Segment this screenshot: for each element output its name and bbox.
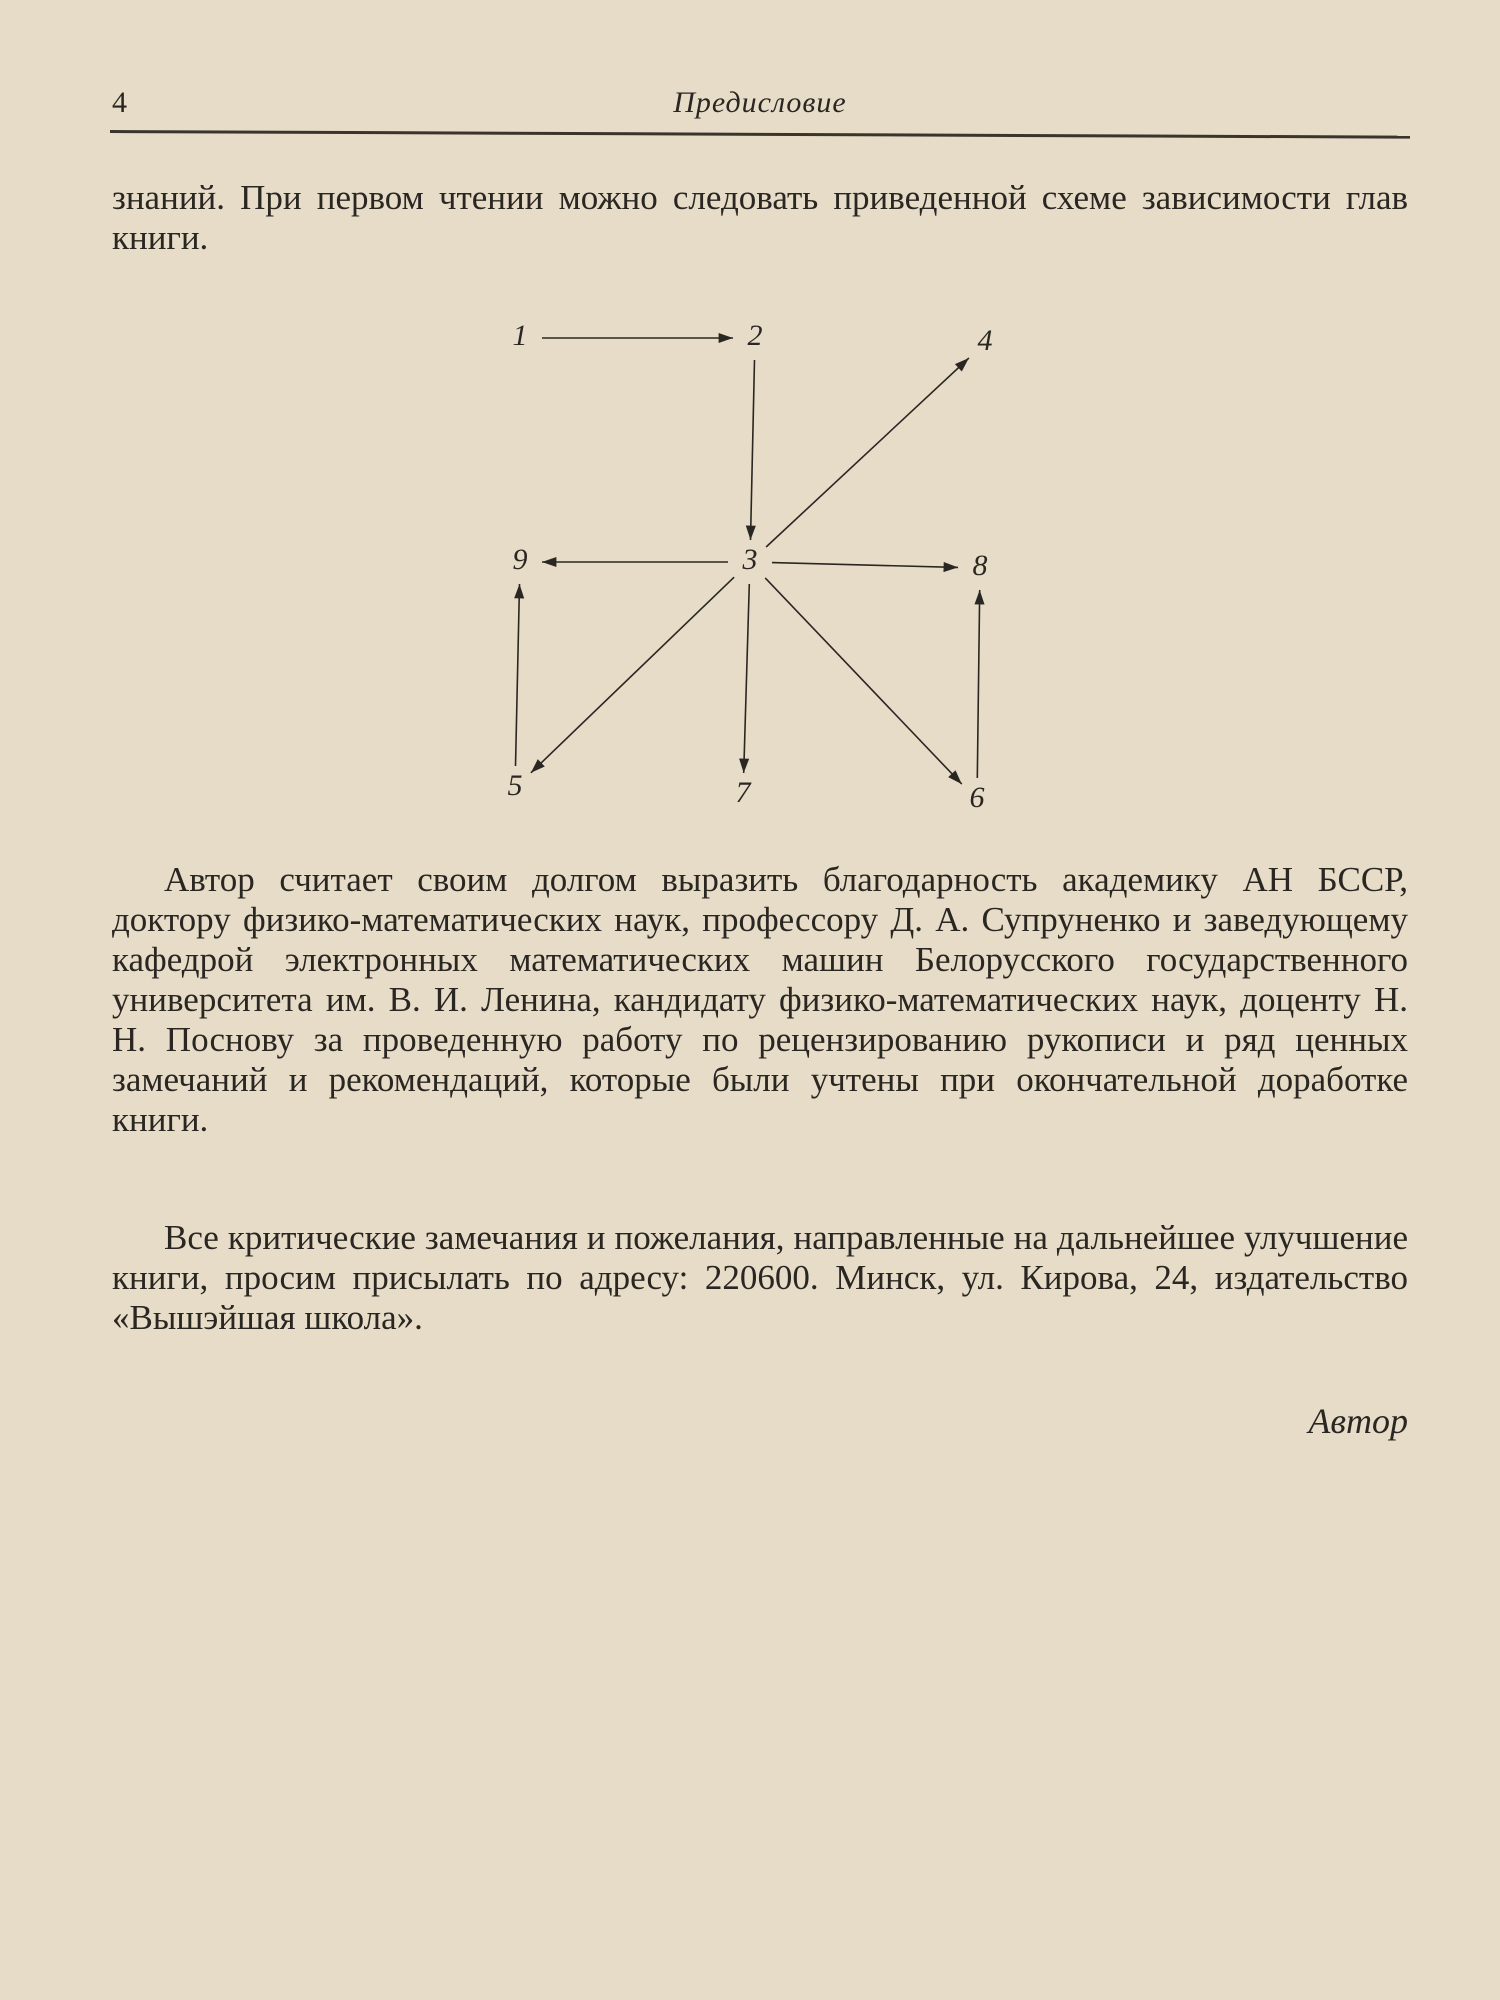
node-8: 8 — [972, 548, 988, 582]
node-3: 3 — [742, 542, 758, 576]
running-head: Предисловие — [673, 86, 847, 119]
author-signature: Автор — [1308, 1401, 1408, 1441]
page-header — [112, 86, 1408, 126]
node-6: 6 — [969, 780, 985, 814]
paragraph-acknowledgement: Автор считает своим долгом выразить благодарность академику АН БССР, доктору физико-математических наук, профессору Д. А. Супруненко и заведующему кафедрой электронных математических машин Белорусского государственного университета им. В. И. Ленина, кандидату физико-математических наук, доценту Н. Н. Поснову за проведенную работу по рецензированию рукописи и ряд ценных замечаний и рекомендаций, которые были учтены при окончательной доработке книги. — [112, 860, 1408, 1139]
node-5: 5 — [507, 768, 523, 802]
node-9: 9 — [512, 542, 528, 576]
arrow-2-to-3 — [751, 360, 755, 540]
arrow-3-to-8 — [772, 563, 958, 568]
node-2: 2 — [747, 318, 763, 352]
arrow-3-to-4 — [766, 358, 969, 547]
node-1: 1 — [512, 318, 528, 352]
chapter-dependency-diagram — [490, 310, 1010, 830]
paragraph-intro: знаний. При первом чтении можно следовать приведенной схеме зависимости глав книги. — [112, 178, 1408, 257]
arrow-3-to-5 — [531, 577, 734, 773]
page-number: 4 — [112, 86, 127, 119]
paragraph-address: Все критические замечания и пожелания, направленные на дальнейшее улучшение книги, просим присылать по адресу: 220600. Минск, ул. Кирова, 24, издательство «Вышэйшая школа». — [112, 1218, 1408, 1337]
node-4: 4 — [977, 323, 993, 357]
header-rule — [110, 130, 1410, 139]
arrow-3-to-6 — [765, 578, 962, 784]
arrow-5-to-9 — [516, 584, 520, 766]
arrow-6-to-8 — [977, 590, 979, 778]
node-7: 7 — [735, 775, 751, 809]
arrow-3-to-7 — [744, 584, 750, 773]
